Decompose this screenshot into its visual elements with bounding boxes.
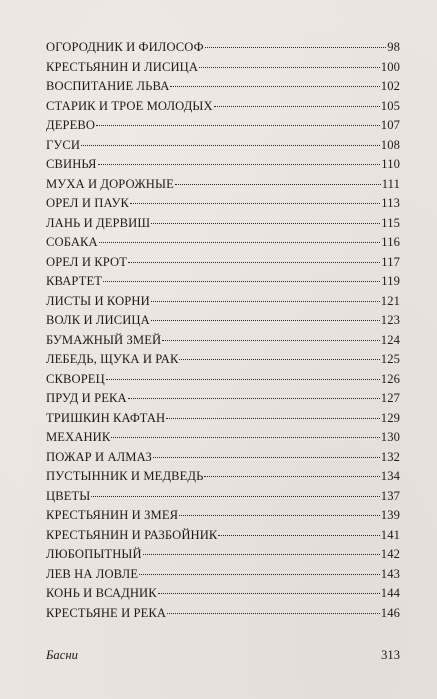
- toc-entry: [46, 372, 400, 392]
- toc-entry-page: 98: [387, 40, 400, 54]
- toc-leader-dots: [158, 593, 380, 594]
- toc-entry-page: 123: [380, 313, 400, 327]
- toc-entry-page: 142: [380, 547, 400, 561]
- toc-leader-dots: [98, 164, 381, 165]
- toc-entry-title: КРЕСТЬЯНИН И ЗМЕЯ: [46, 508, 179, 522]
- toc-entry-page: 115: [381, 215, 400, 230]
- toc-leader-dots: [166, 418, 380, 419]
- toc-leader-dots: [204, 476, 379, 477]
- toc-leader-dots: [106, 379, 380, 380]
- toc-entry-page: 110: [381, 157, 400, 171]
- toc-entry-page: 102: [380, 79, 400, 93]
- toc-leader-dots: [170, 86, 379, 87]
- toc-entry-title: ГУСИ: [46, 137, 81, 152]
- toc-entry: [46, 547, 400, 567]
- toc-entry-page: 107: [380, 118, 400, 132]
- toc-leader-dots: [91, 496, 379, 497]
- toc-entry-title: СКВОРЕЦ: [46, 371, 105, 386]
- toc-entry-page: 121: [380, 293, 400, 308]
- toc-entry-title: ТРИШКИН КАФТАН: [46, 410, 166, 425]
- toc-leader-dots: [205, 47, 387, 48]
- toc-entry-title: ЦВЕТЫ: [46, 488, 91, 503]
- toc-entry: [46, 177, 400, 197]
- toc-entry-title: ЛИСТЫ И КОРНИ: [46, 293, 150, 308]
- toc-leader-dots: [128, 262, 380, 263]
- page-footer: [46, 648, 400, 663]
- toc-entry-page: 119: [381, 274, 400, 288]
- toc-leader-dots: [179, 359, 379, 360]
- toc-entry-title: ПОЖАР И АЛМАЗ: [46, 449, 152, 464]
- toc-entry-title: ВОСПИТАНИЕ ЛЬВА: [46, 79, 170, 93]
- toc-leader-dots: [151, 223, 380, 224]
- toc-entry-page: 129: [380, 410, 400, 425]
- toc-entry-page: 117: [381, 254, 400, 269]
- toc-entry: [46, 450, 400, 470]
- toc-entry: [46, 469, 400, 489]
- toc-entry-title: ДЕРЕВО: [46, 118, 96, 132]
- toc-entry: [46, 508, 400, 528]
- toc-entry-title: ЛЮБОПЫТНЫЙ: [46, 547, 142, 561]
- toc-leader-dots: [218, 535, 379, 536]
- toc-entry: [46, 333, 400, 353]
- toc-leader-dots: [167, 613, 380, 614]
- toc-entry-page: 143: [380, 566, 400, 581]
- toc-entry-page: 130: [380, 430, 400, 444]
- toc-entry-page: 127: [380, 391, 400, 405]
- toc-leader-dots: [151, 320, 380, 321]
- toc-entry-title: ОРЕЛ И КРОТ: [46, 254, 128, 269]
- page-number: 313: [381, 648, 400, 662]
- toc-entry: [46, 274, 400, 294]
- toc-entry: [46, 79, 400, 99]
- running-footer-section: Басни: [46, 648, 78, 662]
- toc-leader-dots: [175, 184, 381, 185]
- toc-entry-title: КОНЬ И ВСАДНИК: [46, 586, 157, 600]
- toc-entry-title: СВИНЬЯ: [46, 157, 97, 171]
- toc-entry: [46, 567, 400, 587]
- toc-entry: [46, 586, 400, 606]
- toc-entry: [46, 255, 400, 275]
- toc-entry-title: ЛАНЬ И ДЕРВИШ: [46, 215, 151, 230]
- toc-leader-dots: [81, 145, 380, 146]
- toc-entry-page: 139: [380, 508, 400, 522]
- toc-entry-title: КРЕСТЬЯНИН И РАЗБОЙНИК: [46, 527, 218, 542]
- toc-entry: [46, 391, 400, 411]
- toc-entry: [46, 352, 400, 372]
- toc-entry-title: КРЕСТЬЯНИН И ЛИСИЦА: [46, 59, 199, 74]
- toc-entry-page: 126: [380, 371, 400, 386]
- toc-entry-page: 108: [380, 137, 400, 152]
- toc-leader-dots: [153, 457, 380, 458]
- toc-entry-title: ПУСТЫННИК И МЕДВЕДЬ: [46, 469, 204, 483]
- toc-entry-title: МУХА И ДОРОЖНЫЕ: [46, 176, 174, 191]
- toc-leader-dots: [128, 398, 380, 399]
- toc-entry-title: КРЕСТЬЯНЕ И РЕКА: [46, 605, 167, 620]
- toc-entry: [46, 430, 400, 450]
- toc-entry: [46, 118, 400, 138]
- toc-leader-dots: [111, 437, 379, 438]
- toc-entry-title: ЛЕБЕДЬ, ЩУКА И РАК: [46, 352, 179, 366]
- toc-entry-title: ЛЕВ НА ЛОВЛЕ: [46, 566, 139, 581]
- toc-entry-page: 137: [380, 488, 400, 503]
- toc-entry-title: ВОЛК И ЛИСИЦА: [46, 313, 150, 327]
- toc-entry-title: МЕХАНИК: [46, 430, 111, 444]
- toc-entry-title: ПРУД И РЕКА: [46, 391, 127, 405]
- toc-entry-page: 124: [380, 332, 400, 347]
- toc-entry: [46, 138, 400, 158]
- toc-entry: [46, 60, 400, 80]
- toc-entry-page: 146: [380, 605, 400, 620]
- toc-entry-title: СТАРИК И ТРОЕ МОЛОДЫХ: [46, 98, 213, 113]
- toc-entry-title: ОГОРОДНИК И ФИЛОСОФ: [46, 40, 204, 54]
- toc-entry-title: ОРЕЛ И ПАУК: [46, 196, 130, 210]
- toc-entry-page: 125: [380, 352, 400, 366]
- toc-entry-page: 100: [380, 59, 400, 74]
- toc-leader-dots: [130, 203, 380, 204]
- toc-entry: [46, 528, 400, 548]
- toc-leader-dots: [139, 574, 380, 575]
- toc-entry: [46, 411, 400, 431]
- toc-entry: [46, 313, 400, 333]
- table-of-contents: [46, 40, 400, 625]
- toc-leader-dots: [179, 515, 380, 516]
- toc-entry: [46, 40, 400, 60]
- toc-leader-dots: [162, 340, 380, 341]
- toc-entry-page: 116: [381, 235, 400, 249]
- toc-leader-dots: [151, 301, 380, 302]
- toc-entry: [46, 235, 400, 255]
- toc-entry-page: 113: [381, 196, 400, 210]
- toc-entry: [46, 99, 400, 119]
- toc-leader-dots: [103, 281, 380, 282]
- toc-entry: [46, 294, 400, 314]
- toc-entry-page: 105: [380, 98, 400, 113]
- toc-entry: [46, 157, 400, 177]
- toc-leader-dots: [199, 67, 380, 68]
- toc-entry-page: 111: [381, 176, 400, 191]
- toc-entry: [46, 606, 400, 626]
- toc-entry-title: БУМАЖНЫЙ ЗМЕЙ: [46, 332, 162, 347]
- toc-leader-dots: [143, 554, 380, 555]
- toc-leader-dots: [99, 242, 381, 243]
- toc-entry-page: 134: [380, 469, 400, 483]
- toc-entry-page: 144: [380, 586, 400, 600]
- toc-entry: [46, 216, 400, 236]
- toc-entry-title: КВАРТЕТ: [46, 274, 103, 288]
- toc-entry: [46, 196, 400, 216]
- toc-entry: [46, 489, 400, 509]
- toc-leader-dots: [96, 125, 380, 126]
- toc-entry-title: СОБАКА: [46, 235, 98, 249]
- toc-entry-page: 141: [380, 527, 400, 542]
- toc-leader-dots: [214, 106, 380, 107]
- toc-entry-page: 132: [380, 449, 400, 464]
